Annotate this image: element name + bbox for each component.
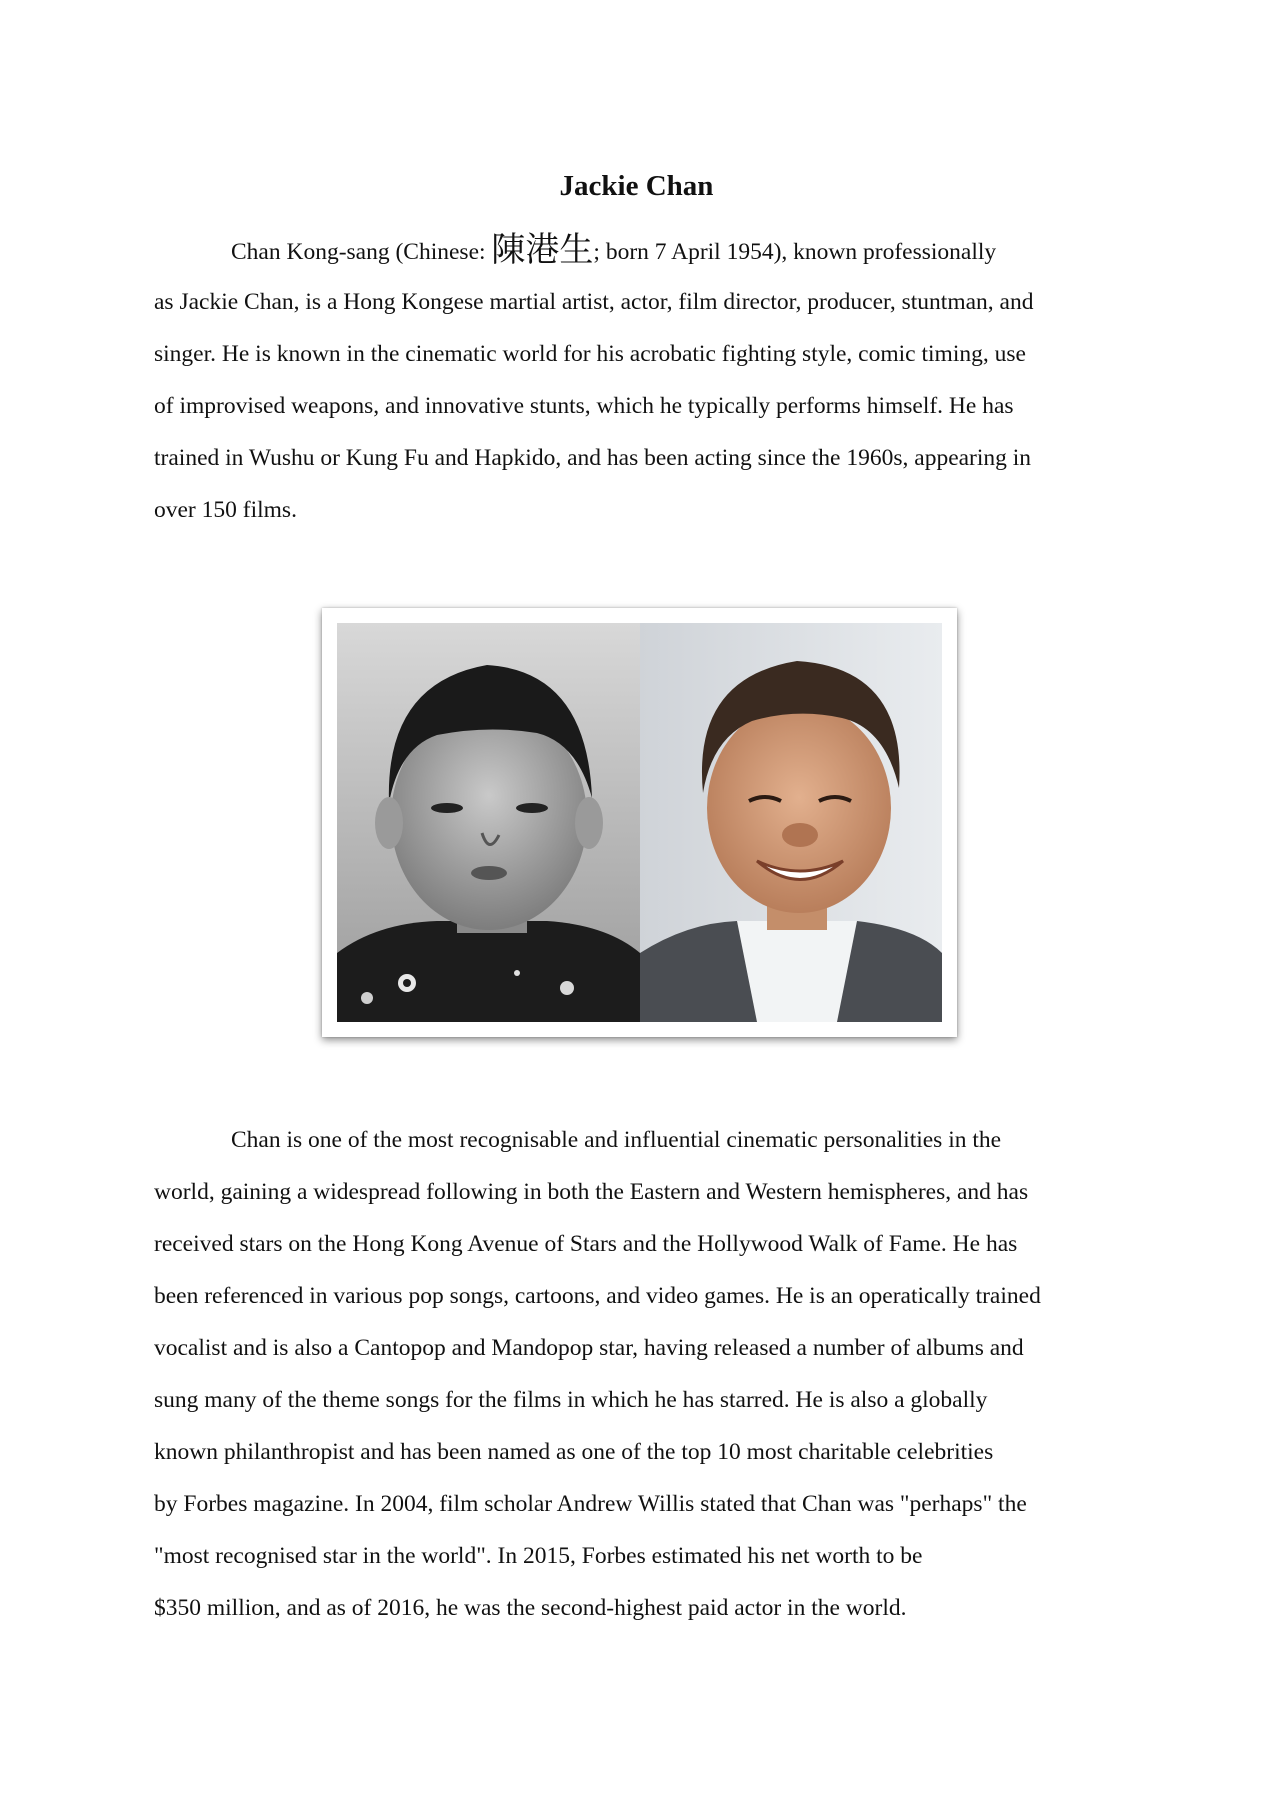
paragraph-line: trained in Wushu or Kung Fu and Hapkido, and has been acting since the 1960s, appearing in xyxy=(154,445,1032,471)
paragraph-line: been referenced in various pop songs, cartoons, and video games. He is an operatically trained xyxy=(154,1283,1041,1309)
paragraph-line: $350 million, and as of 2016, he was the second-highest paid actor in the world. xyxy=(154,1595,907,1621)
paragraph-line: Chan is one of the most recognisable and influential cinematic personalities in the xyxy=(231,1127,1002,1153)
chinese-name: 陳港生 xyxy=(491,230,594,270)
intro-paragraph xyxy=(154,224,1134,536)
intro-suffix: ; born 7 April 1954), known professionally xyxy=(593,239,997,265)
paragraph-line: "most recognised star in the world". In 2015, Forbes estimated his net worth to be xyxy=(154,1543,923,1569)
paragraph-line: by Forbes magazine. In 2004, film scholar Andrew Willis stated that Chan was "perhaps" the xyxy=(154,1491,1027,1517)
page-title: Jackie Chan xyxy=(559,170,714,202)
details-paragraph xyxy=(154,1114,1134,1634)
paragraph-line: received stars on the Hong Kong Avenue of Stars and the Hollywood Walk of Fame. He has xyxy=(154,1231,1018,1257)
intro-prefix: Chan Kong-sang (Chinese: xyxy=(231,239,492,265)
paragraph-line: as Jackie Chan, is a Hong Kongese martial artist, actor, film director, producer, stuntman, and xyxy=(154,289,1034,315)
paragraph-line: sung many of the theme songs for the films in which he has starred. He is also a globally xyxy=(154,1387,988,1413)
paragraph-line: of improvised weapons, and innovative stunts, which he typically performs himself. He has xyxy=(154,393,1014,419)
paragraph-line: vocalist and is also a Cantopop and Mandopop star, having released a number of albums and xyxy=(154,1335,1024,1361)
paragraph-line: world, gaining a widespread following in both the Eastern and Western hemispheres, and has xyxy=(154,1179,1029,1205)
paragraph-line: over 150 films. xyxy=(154,497,297,523)
adult-photo xyxy=(640,623,942,1022)
portrait-comparison-icon xyxy=(337,623,942,1022)
paragraph-line xyxy=(154,224,1134,276)
paragraph-line: known philanthropist and has been named as one of the top 10 most charitable celebrities xyxy=(154,1439,994,1465)
portrait-photo xyxy=(322,608,957,1037)
paragraph-line: singer. He is known in the cinematic world for his acrobatic fighting style, comic timing, use xyxy=(154,341,1026,367)
child-photo xyxy=(337,623,640,1022)
